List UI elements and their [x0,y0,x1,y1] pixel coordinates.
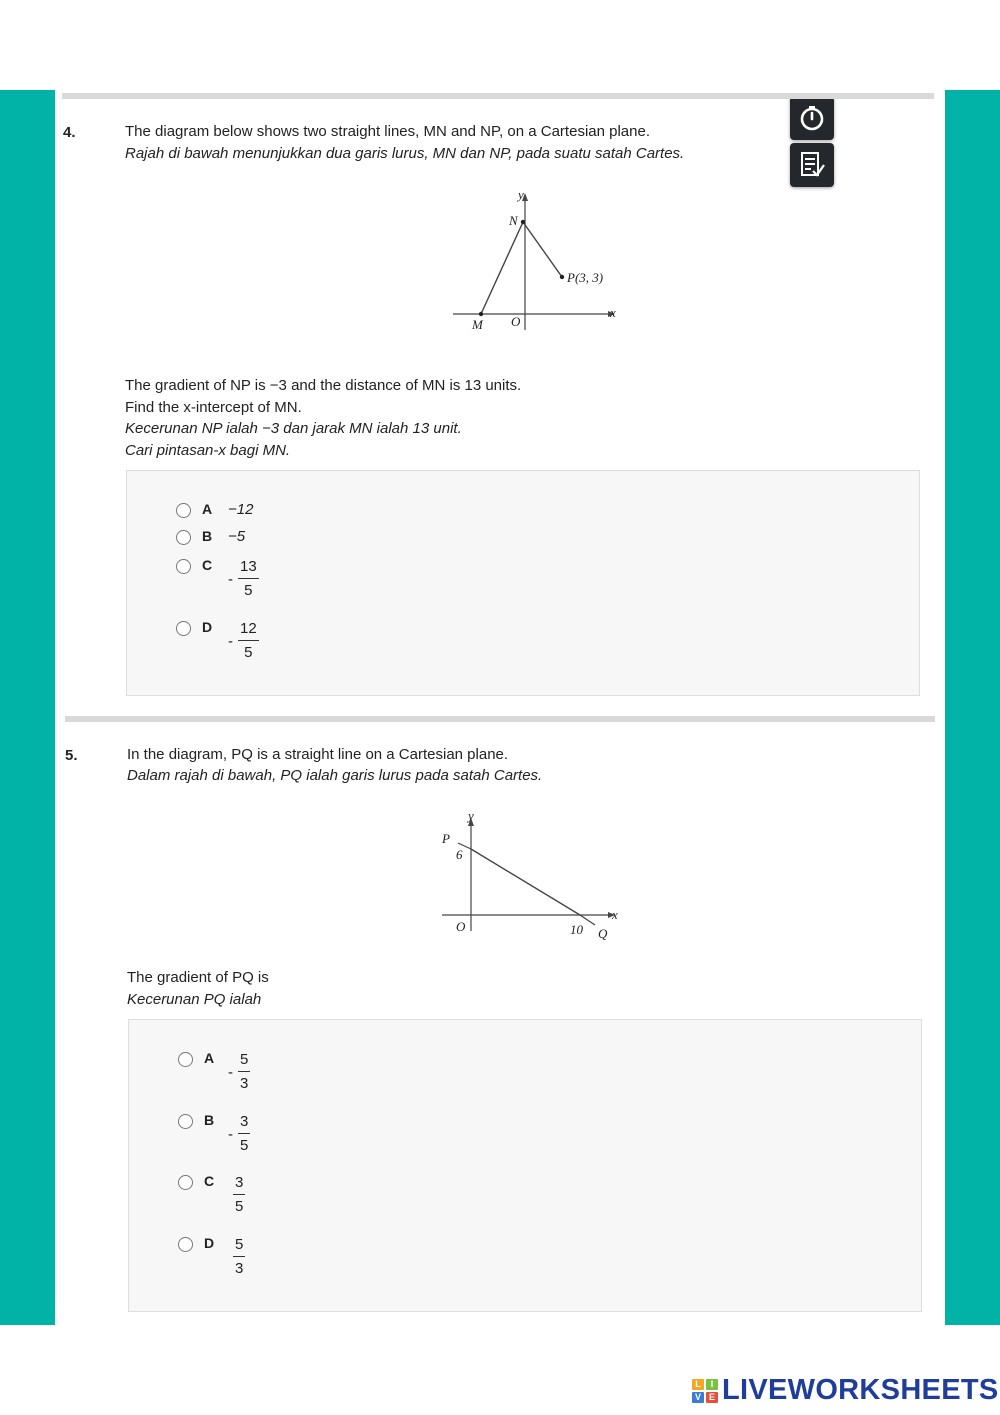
option-fraction [228,559,259,599]
question-text-en: The diagram below shows two straight lines, MN and NP, on a Cartesian plane. [125,123,650,140]
timer-button[interactable] [790,96,834,140]
option-fraction [228,621,259,661]
prompt-ms-2: Cari pintasan-x bagi MN. [125,442,291,459]
question-text-en: In the diagram, PQ is a straight line on a Cartesian plane. [127,746,509,763]
y-axis-label: y [468,808,474,823]
fraction-denominator: 5 [240,1137,249,1154]
question-number: 4. [63,124,76,141]
question-text-ms: Rajah di bawah menunjukkan dua garis lurus, MN dan NP, pada suatu satah Cartes. [125,145,685,162]
option-fraction [228,1052,250,1092]
check-answers-button[interactable] [790,143,834,187]
fraction-denominator: 5 [244,582,253,599]
origin-label: O [456,919,466,934]
q4-diagram [440,182,640,337]
right-teal-border [945,90,1000,1325]
fraction-numerator: 13 [238,559,259,579]
radio-button[interactable] [178,1175,193,1190]
option-letter: B [202,528,213,544]
fraction-numerator: 12 [238,621,259,641]
point-p-label: P(3, 3) [567,270,604,285]
fraction-denominator: 3 [235,1260,244,1277]
option-fraction [228,1114,250,1154]
radio-button[interactable] [178,1237,193,1252]
fraction-denominator: 3 [240,1075,249,1092]
logo-mark-icon: L I V E [692,1379,718,1403]
radio-button[interactable] [178,1052,193,1067]
q4-options-box [126,470,920,696]
question-divider [62,93,934,99]
question-divider [65,716,935,722]
left-teal-border [0,90,55,1325]
option-letter: A [202,501,213,517]
option-letter: D [202,619,213,635]
fraction-denominator: 5 [244,644,253,661]
prompt-ms-1: Kecerunan PQ ialah [127,991,262,1008]
radio-button[interactable] [178,1114,193,1129]
radio-button[interactable] [176,530,191,545]
q5-options-box [128,1019,922,1312]
prompt-en-1: The gradient of NP is −3 and the distance of MN is 13 units. [125,377,522,394]
point-p-label: P [442,831,450,846]
q5-diagram [430,805,630,945]
fraction-sign: - [228,570,233,588]
fraction-numerator: 3 [233,1175,245,1195]
fraction-numerator: 5 [233,1237,245,1257]
radio-button[interactable] [176,503,191,518]
option-value: −5 [228,528,246,545]
option-letter: B [204,1112,215,1128]
prompt-en-2: Find the x-intercept of MN. [125,399,302,416]
option-fraction [228,1237,245,1277]
point-m-label: M [472,317,483,332]
logo-text: LIVEWORKSHEETS [722,1374,999,1406]
prompt-ms-1: Kecerunan NP ialah −3 dan jarak MN ialah 13 unit. [125,420,462,437]
option-letter: C [202,557,213,573]
timer-icon [799,105,825,131]
radio-button[interactable] [176,559,191,574]
point-q-label: Q [598,926,608,941]
point-n-label: N [509,213,518,228]
fraction-numerator: 5 [238,1052,250,1072]
checklist-icon [799,151,825,179]
option-letter: A [204,1050,215,1066]
y-intercept-label: 6 [456,847,463,862]
option-value: −12 [228,501,254,518]
prompt-en-1: The gradient of PQ is [127,969,269,986]
liveworksheets-logo[interactable] [692,1374,999,1407]
y-axis-label: y [518,187,524,202]
fraction-sign: - [228,1063,233,1081]
x-axis-label: x [610,305,616,320]
option-fraction [228,1175,245,1215]
fraction-numerator: 3 [238,1114,250,1134]
x-intercept-label: 10 [570,922,583,937]
x-axis-label: x [612,907,618,922]
question-number: 5. [65,747,78,764]
fraction-sign: - [228,632,233,650]
radio-button[interactable] [176,621,191,636]
option-letter: D [204,1235,215,1251]
fraction-denominator: 5 [235,1198,244,1215]
fraction-sign: - [228,1125,233,1143]
origin-label: O [511,314,521,329]
option-letter: C [204,1173,215,1189]
question-text-ms: Dalam rajah di bawah, PQ ialah garis lurus pada satah Cartes. [127,767,543,784]
